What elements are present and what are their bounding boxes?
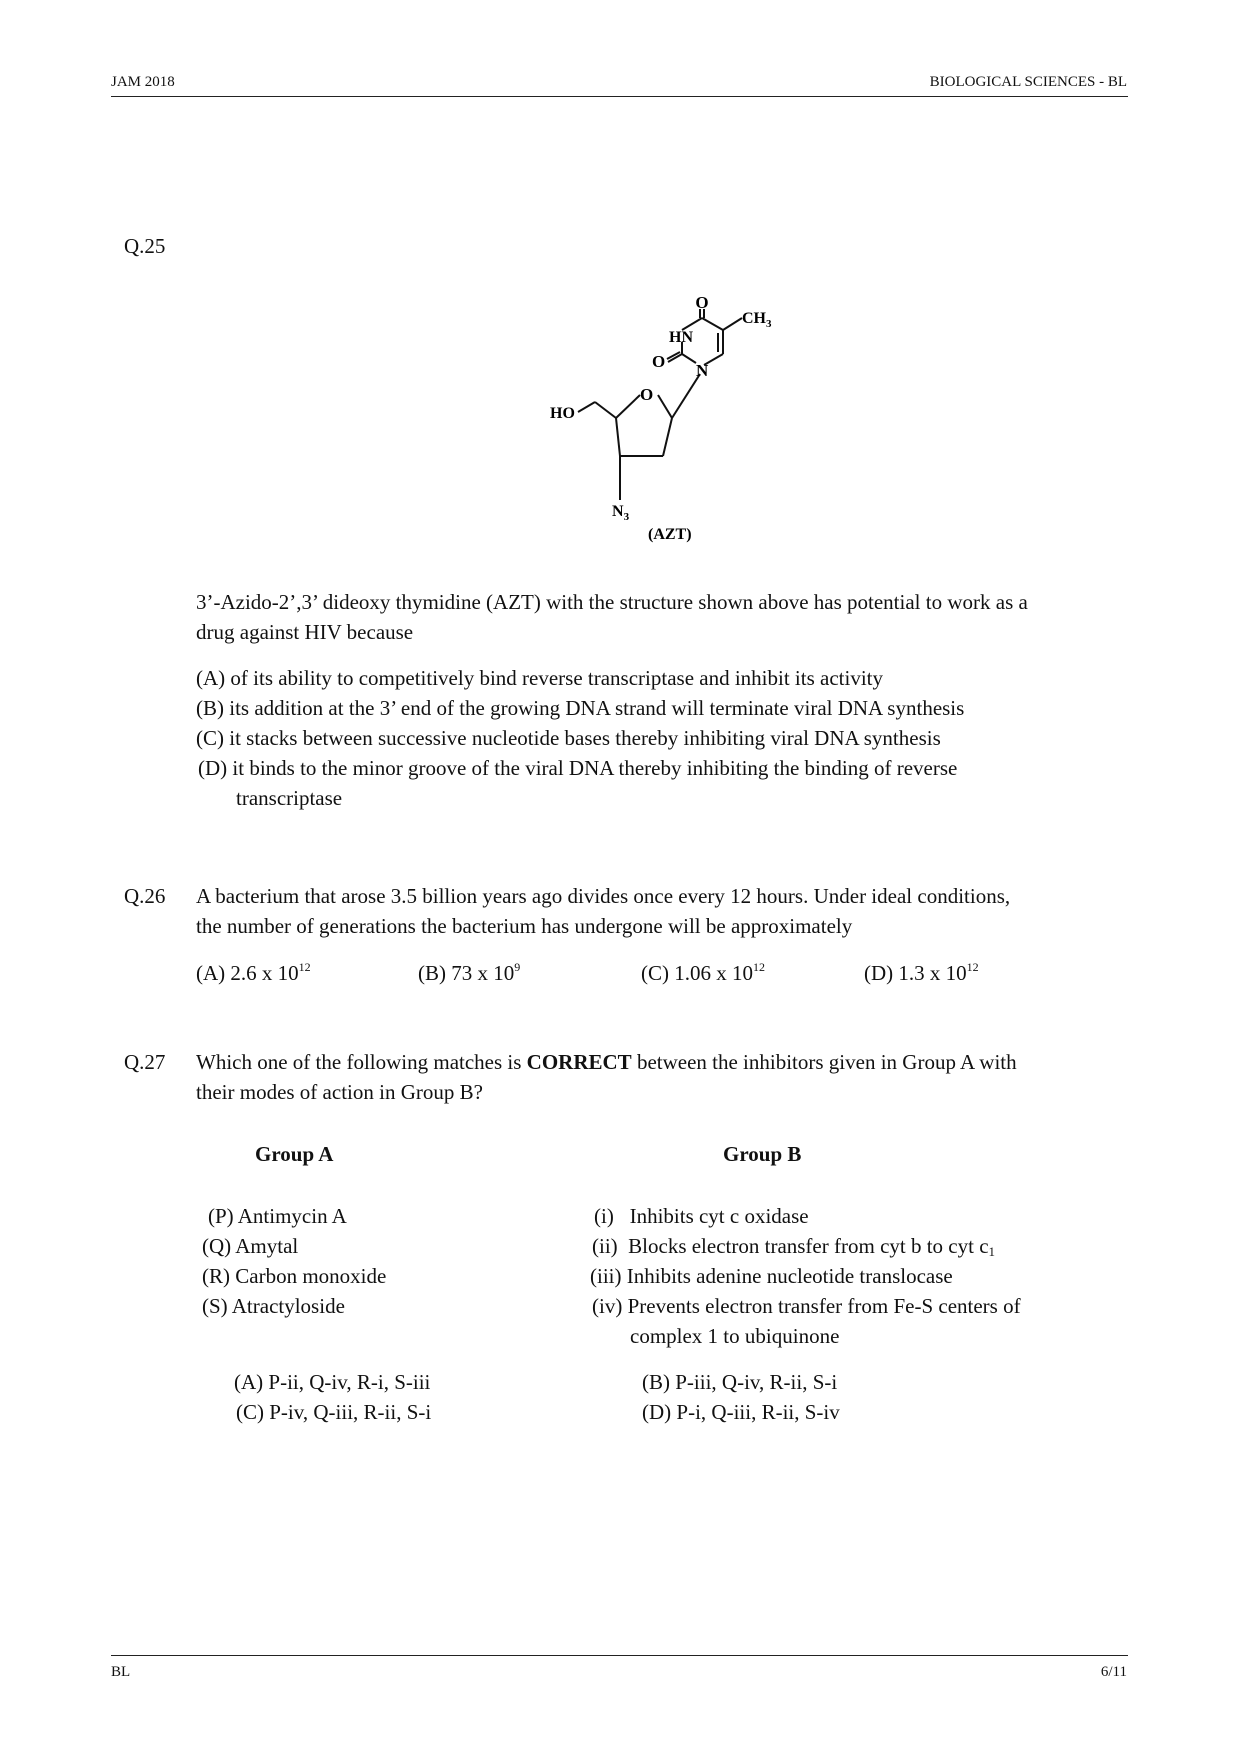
q25-option-b: (B) its addition at the 3’ end of the growing DNA strand will terminate viral DNA synthesis bbox=[196, 696, 965, 720]
atom-ho: HO bbox=[550, 405, 575, 422]
atom-n3: $N_3$ bbox=[612, 503, 630, 523]
atom-o-ring: O bbox=[640, 385, 654, 404]
atom-o-carbonyl-left: O bbox=[652, 352, 666, 371]
q25-option-d-line2: transcriptase bbox=[236, 786, 343, 810]
atom-hn: HN bbox=[669, 329, 693, 346]
atom-ch3: $CH_3$ bbox=[742, 310, 772, 330]
group-b-item-iv-line2: complex 1 to ubiquinone bbox=[630, 1324, 840, 1348]
atom-n: N bbox=[696, 361, 709, 380]
q26-option-c: (C) 1.06 x $10^{12}$ bbox=[641, 960, 765, 985]
header-exam-name: JAM 2018 bbox=[111, 74, 175, 90]
q27-option-d: (D) P-i, Q-iii, R-ii, S-iv bbox=[642, 1400, 840, 1424]
azt-structure bbox=[520, 270, 800, 550]
header-subject: BIOLOGICAL SCIENCES - BL bbox=[929, 74, 1127, 90]
q25-option-c: (C) it stacks between successive nucleotide bases thereby inhibiting viral DNA synthesis bbox=[196, 726, 941, 750]
q27-number: Q.27 bbox=[124, 1050, 166, 1074]
q25-stem-line1: 3’-Azido-2’,3’ dideoxy thymidine (AZT) with the structure shown above has potential to work as a bbox=[196, 590, 1028, 614]
group-a-item-r: (R) Carbon monoxide bbox=[202, 1264, 387, 1288]
footer-rule bbox=[111, 1655, 1128, 1656]
structure-name-azt: (AZT) bbox=[648, 526, 692, 543]
group-b-title: Group B bbox=[723, 1142, 802, 1166]
footer-paper-code: BL bbox=[111, 1664, 131, 1680]
q27-option-a: (A) P-ii, Q-iv, R-i, S-iii bbox=[234, 1370, 431, 1394]
group-a-item-s: (S) Atractyloside bbox=[202, 1294, 345, 1318]
footer-page-number: 6/11 bbox=[1100, 1664, 1127, 1680]
q26-option-d: (D) 1.3 x $10^{12}$ bbox=[864, 960, 979, 985]
q27-stem-line2: their modes of action in Group B? bbox=[196, 1080, 483, 1104]
q26-option-a: (A) 2.6 x $10^{12}$ bbox=[196, 960, 311, 985]
q26-stem-line1: A bacterium that arose 3.5 billion years ago divides once every 12 hours. Under ideal conditions, bbox=[196, 884, 1011, 908]
group-b-item-i: (i) Inhibits cyt c oxidase bbox=[594, 1204, 809, 1228]
atom-o-carbonyl-top: O bbox=[695, 293, 709, 312]
group-a-item-q: (Q) Amytal bbox=[202, 1234, 299, 1258]
q27-option-b: (B) P-iii, Q-iv, R-ii, S-i bbox=[642, 1370, 838, 1394]
group-b-item-iv-line1: (iv) Prevents electron transfer from Fe-S centers of bbox=[592, 1294, 1021, 1318]
q25-stem-line2: drug against HIV because bbox=[196, 620, 414, 644]
group-a-item-p: (P) Antimycin A bbox=[208, 1204, 347, 1228]
q26-stem-line2: the number of generations the bacterium has undergone will be approximately bbox=[196, 914, 853, 938]
q26-option-b: (B) 73 x $10^9$ bbox=[418, 960, 521, 985]
q25-number: Q.25 bbox=[124, 234, 166, 258]
q27-stem-line1: Which one of the following matches is CORRECT between the inhibitors given in Group A with bbox=[196, 1050, 1017, 1074]
header-rule bbox=[111, 96, 1128, 97]
q25-option-a: (A) of its ability to competitively bind reverse transcriptase and inhibit its activity bbox=[196, 666, 884, 690]
group-a-title: Group A bbox=[255, 1142, 334, 1166]
q26-number: Q.26 bbox=[124, 884, 166, 908]
q27-option-c: (C) P-iv, Q-iii, R-ii, S-i bbox=[236, 1400, 432, 1424]
group-b-item-iii: (iii) Inhibits adenine nucleotide translocase bbox=[590, 1264, 953, 1288]
group-b-item-ii: (ii) Blocks electron transfer from cyt b to cyt $c_1$ bbox=[592, 1234, 996, 1259]
q25-option-d-line1: (D) it binds to the minor groove of the viral DNA thereby inhibiting the binding of reverse bbox=[198, 756, 958, 780]
